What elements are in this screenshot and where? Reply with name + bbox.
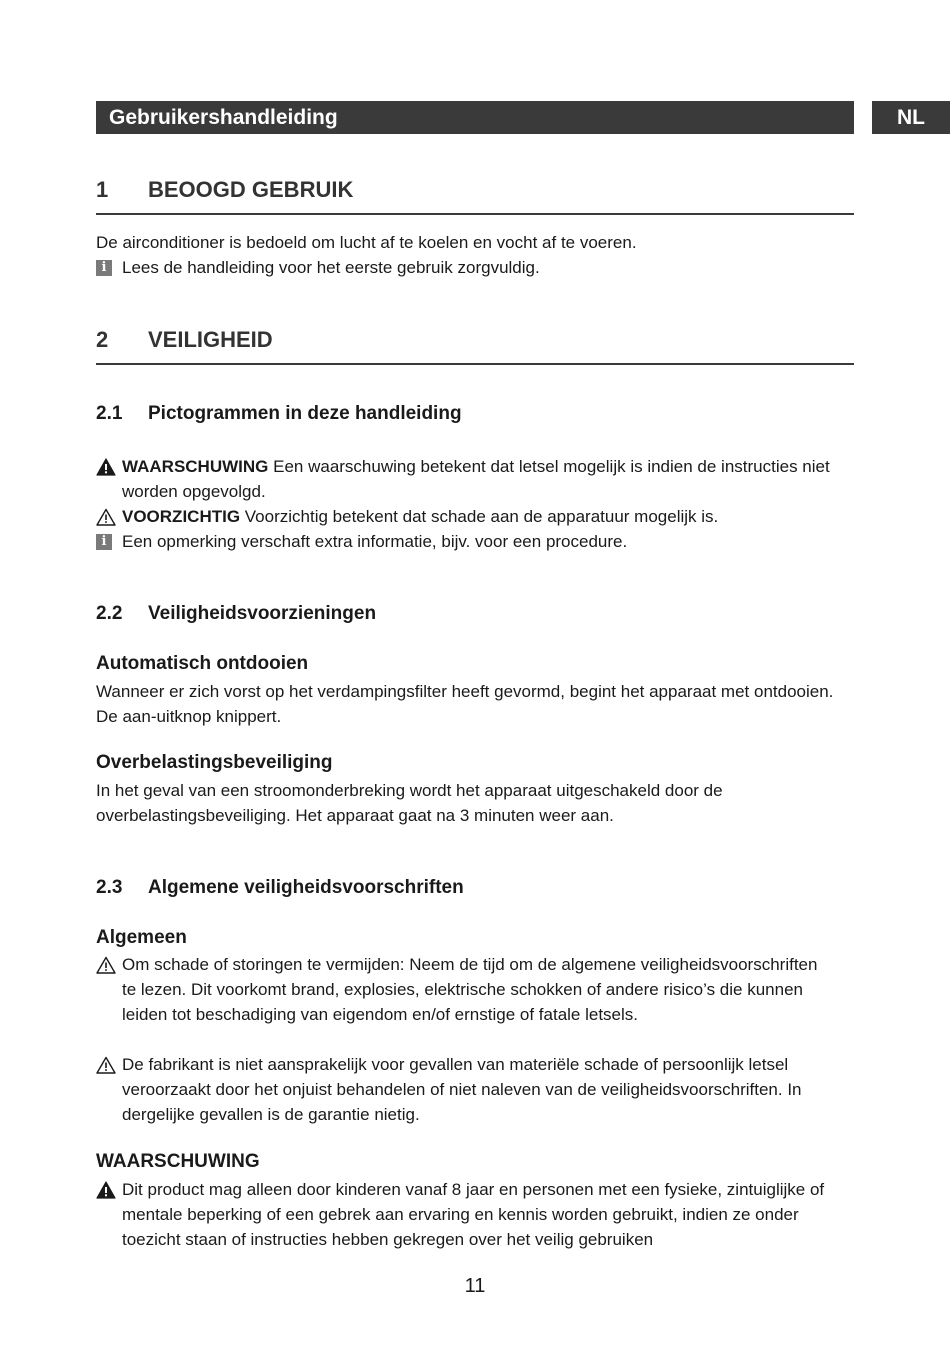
info-icon: i: [96, 533, 116, 551]
section-number: 2: [96, 327, 109, 352]
subsection-title: Veiligheidsvoorzieningen: [148, 603, 377, 624]
manual-title: Gebruikershandleiding: [109, 106, 338, 129]
section-title: VEILIGHEID: [148, 327, 273, 352]
caution-outline-icon: [96, 1056, 116, 1074]
defrost-text: Wanneer er zich vorst op het verdampingsfilter heeft gevormd, begint het apparaat met ontdooien. De aan-uitknop knippert.: [96, 682, 834, 726]
note-item: [96, 255, 856, 280]
page-number: 11: [464, 1275, 486, 1297]
info-icon: i: [96, 259, 116, 277]
subsection-number: 2.1: [96, 403, 123, 424]
general-caution-2: [96, 1052, 858, 1127]
caution-label: VOORZICHTIG: [122, 507, 241, 526]
language-tab: [872, 101, 950, 134]
subsection-title: Pictogrammen in deze handleiding: [148, 403, 462, 424]
manual-header-bar: [96, 101, 854, 134]
general-heading: Algemeen: [96, 927, 187, 948]
overload-heading: Overbelastingsbeveiliging: [96, 752, 333, 773]
caution-definition: [96, 504, 856, 529]
caution-outline-icon: [96, 508, 116, 526]
section-title: BEOOGD GEBRUIK: [148, 177, 354, 202]
subsection-2-2-heading: [96, 603, 376, 625]
caution-description: Voorzichtig betekent dat schade aan de apparatuur mogelijk is.: [240, 507, 719, 526]
subsection-title: Algemene veiligheidsvoorschriften: [148, 877, 464, 898]
overload-text: In het geval van een stroomonderbreking wordt het apparaat uitgeschakeld door de overbelastingsbeveiliging. Het apparaat gaat na 3 minuten weer aan.: [96, 781, 723, 825]
intended-use-text: De airconditioner is bedoeld om lucht af te koelen en vocht af te voeren.: [96, 233, 637, 252]
subsection-number: 2.3: [96, 877, 123, 898]
warning-filled-icon: [96, 1181, 116, 1199]
note-text: Lees de handleiding voor het eerste gebruik zorgvuldig.: [122, 258, 540, 277]
caution-outline-icon: [96, 956, 116, 974]
note-definition: [96, 529, 856, 554]
warning-label: WAARSCHUWING: [122, 457, 269, 476]
subsection-number: 2.2: [96, 603, 123, 624]
section-2-heading: [96, 327, 854, 365]
subsection-2-1-heading: [96, 403, 462, 425]
warning-heading: WAARSCHUWING: [96, 1151, 260, 1172]
warning-item-1-text: Dit product mag alleen door kinderen vanaf 8 jaar en personen met een fysieke, zintuiglijke of mentale beperking of een gebrek aan ervaring en kennis worden gebruikt, indien ze onder toezicht staan of instructies hebben gekregen over het veilig gebruiken: [122, 1180, 825, 1249]
section-1-heading: [96, 177, 854, 215]
warning-item-1: [96, 1177, 858, 1252]
warning-filled-icon: [96, 458, 116, 476]
section-number: 1: [96, 177, 109, 202]
general-caution-1-text: Om schade of storingen te vermijden: Neem de tijd om de algemene veiligheidsvoorschriften te lezen. Dit voorkomt brand, explosies, elektrische schokken of andere risico’s die kunnen leiden tot beschadiging van eigendom en/of ernstige of fatale letsels.: [122, 955, 818, 1024]
subsection-2-3-heading: [96, 877, 464, 899]
warning-description: Een waarschuwing betekent dat letsel mogelijk is indien de instructies niet worden opgevolgd.: [122, 457, 830, 501]
general-caution-1: [96, 952, 836, 1027]
language-code: NL: [897, 106, 925, 129]
defrost-heading: Automatisch ontdooien: [96, 653, 309, 674]
warning-definition: [96, 454, 856, 504]
note-description: Een opmerking verschaft extra informatie, bijv. voor een procedure.: [122, 532, 628, 551]
general-caution-2-text: De fabrikant is niet aansprakelijk voor gevallen van materiële schade of persoonlijk letsel veroorzaakt door het onjuist behandelen of niet naleven van de veiligheidsvoorschriften. In dergelijke gevallen is de garantie nietig.: [122, 1055, 802, 1124]
